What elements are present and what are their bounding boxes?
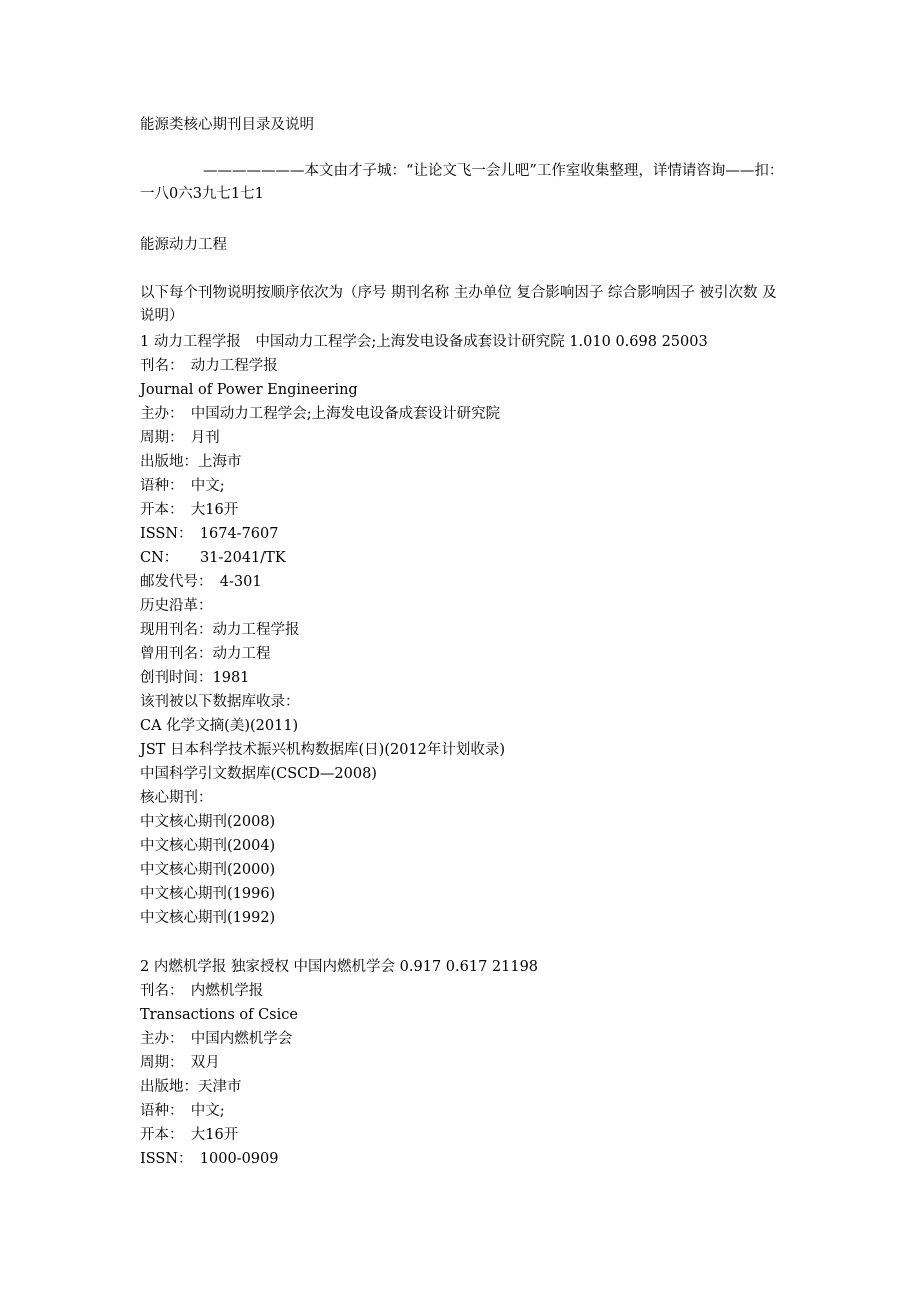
journal-1-line: 中文核心期刊(1992) xyxy=(140,910,276,926)
journal-2-summary: 2 内燃机学报 独家授权 中国内燃机学会 0.917 0.617 21198 xyxy=(140,959,539,975)
journal-1-line: CN： 31-2041/TK xyxy=(140,550,286,566)
journal-1-line: 周期： 月刊 xyxy=(140,430,220,446)
journal-2-line: 语种： 中文; xyxy=(140,1103,225,1119)
journal-1-line: 语种： 中文; xyxy=(140,478,225,494)
journal-1-line: 中文核心期刊(2008) xyxy=(140,814,276,830)
intro-paragraph: 以下每个刊物说明按顺序依次为（序号 期刊名称 主办单位 复合影响因子 综合影响因子 被引次数 及说明） xyxy=(140,285,777,324)
journal-2-line: ISSN： 1000-0909 xyxy=(140,1151,279,1167)
journal-1-line: 开本： 大16开 xyxy=(140,502,239,518)
journal-1-line: 现用刊名：动力工程学报 xyxy=(140,622,300,638)
notice-paragraph: ———————本文由才子城：“让论文飞一会儿吧”工作室收集整理，详情请咨询——扣：一八0六3九七1七1 xyxy=(140,163,784,202)
journal-2-line: 周期： 双月 xyxy=(140,1055,220,1071)
journal-1-line: 刊名： 动力工程学报 xyxy=(140,358,278,374)
journal-2-line: 开本： 大16开 xyxy=(140,1127,239,1143)
journal-2-line: 出版地：天津市 xyxy=(140,1079,242,1095)
journal-1-line: 中国科学引文数据库(CSCD—2008) xyxy=(140,766,377,782)
journal-1-line: 历史沿革： xyxy=(140,598,213,614)
journal-1-line: ISSN： 1674-7607 xyxy=(140,526,279,542)
journal-1-line: 曾用刊名：动力工程 xyxy=(140,646,271,662)
journal-1-summary: 1 动力工程学报 中国动力工程学会;上海发电设备成套设计研究院 1.010 0.698 25003 xyxy=(140,334,708,350)
journal-1-line: 邮发代号： 4-301 xyxy=(140,574,262,590)
journal-2-line: 主办： 中国内燃机学会 xyxy=(140,1031,293,1047)
journal-2-line: 刊名： 内燃机学报 xyxy=(140,983,264,999)
document-title: 能源类核心期刊目录及说明 xyxy=(140,117,314,133)
journal-1-line: JST 日本科学技术振兴机构数据库(日)(2012年计划收录) xyxy=(140,742,506,758)
journal-1-line: 核心期刊： xyxy=(140,790,213,806)
journal-1-line: 创刊时间：1981 xyxy=(140,670,250,686)
journal-2-line: Transactions of Csice xyxy=(140,1007,298,1023)
section-title: 能源动力工程 xyxy=(140,237,227,253)
journal-1-line: 中文核心期刊(2000) xyxy=(140,862,276,878)
journal-1-line: CA 化学文摘(美)(2011) xyxy=(140,718,299,734)
journal-1-line: 中文核心期刊(1996) xyxy=(140,886,276,902)
journal-1-line: 出版地：上海市 xyxy=(140,454,242,470)
journal-1-line: 中文核心期刊(2004) xyxy=(140,838,276,854)
journal-1-line: 主办： 中国动力工程学会;上海发电设备成套设计研究院 xyxy=(140,406,501,422)
journal-1-line: Journal of Power Engineering xyxy=(140,382,358,398)
journal-1-line: 该刊被以下数据库收录： xyxy=(140,694,300,710)
